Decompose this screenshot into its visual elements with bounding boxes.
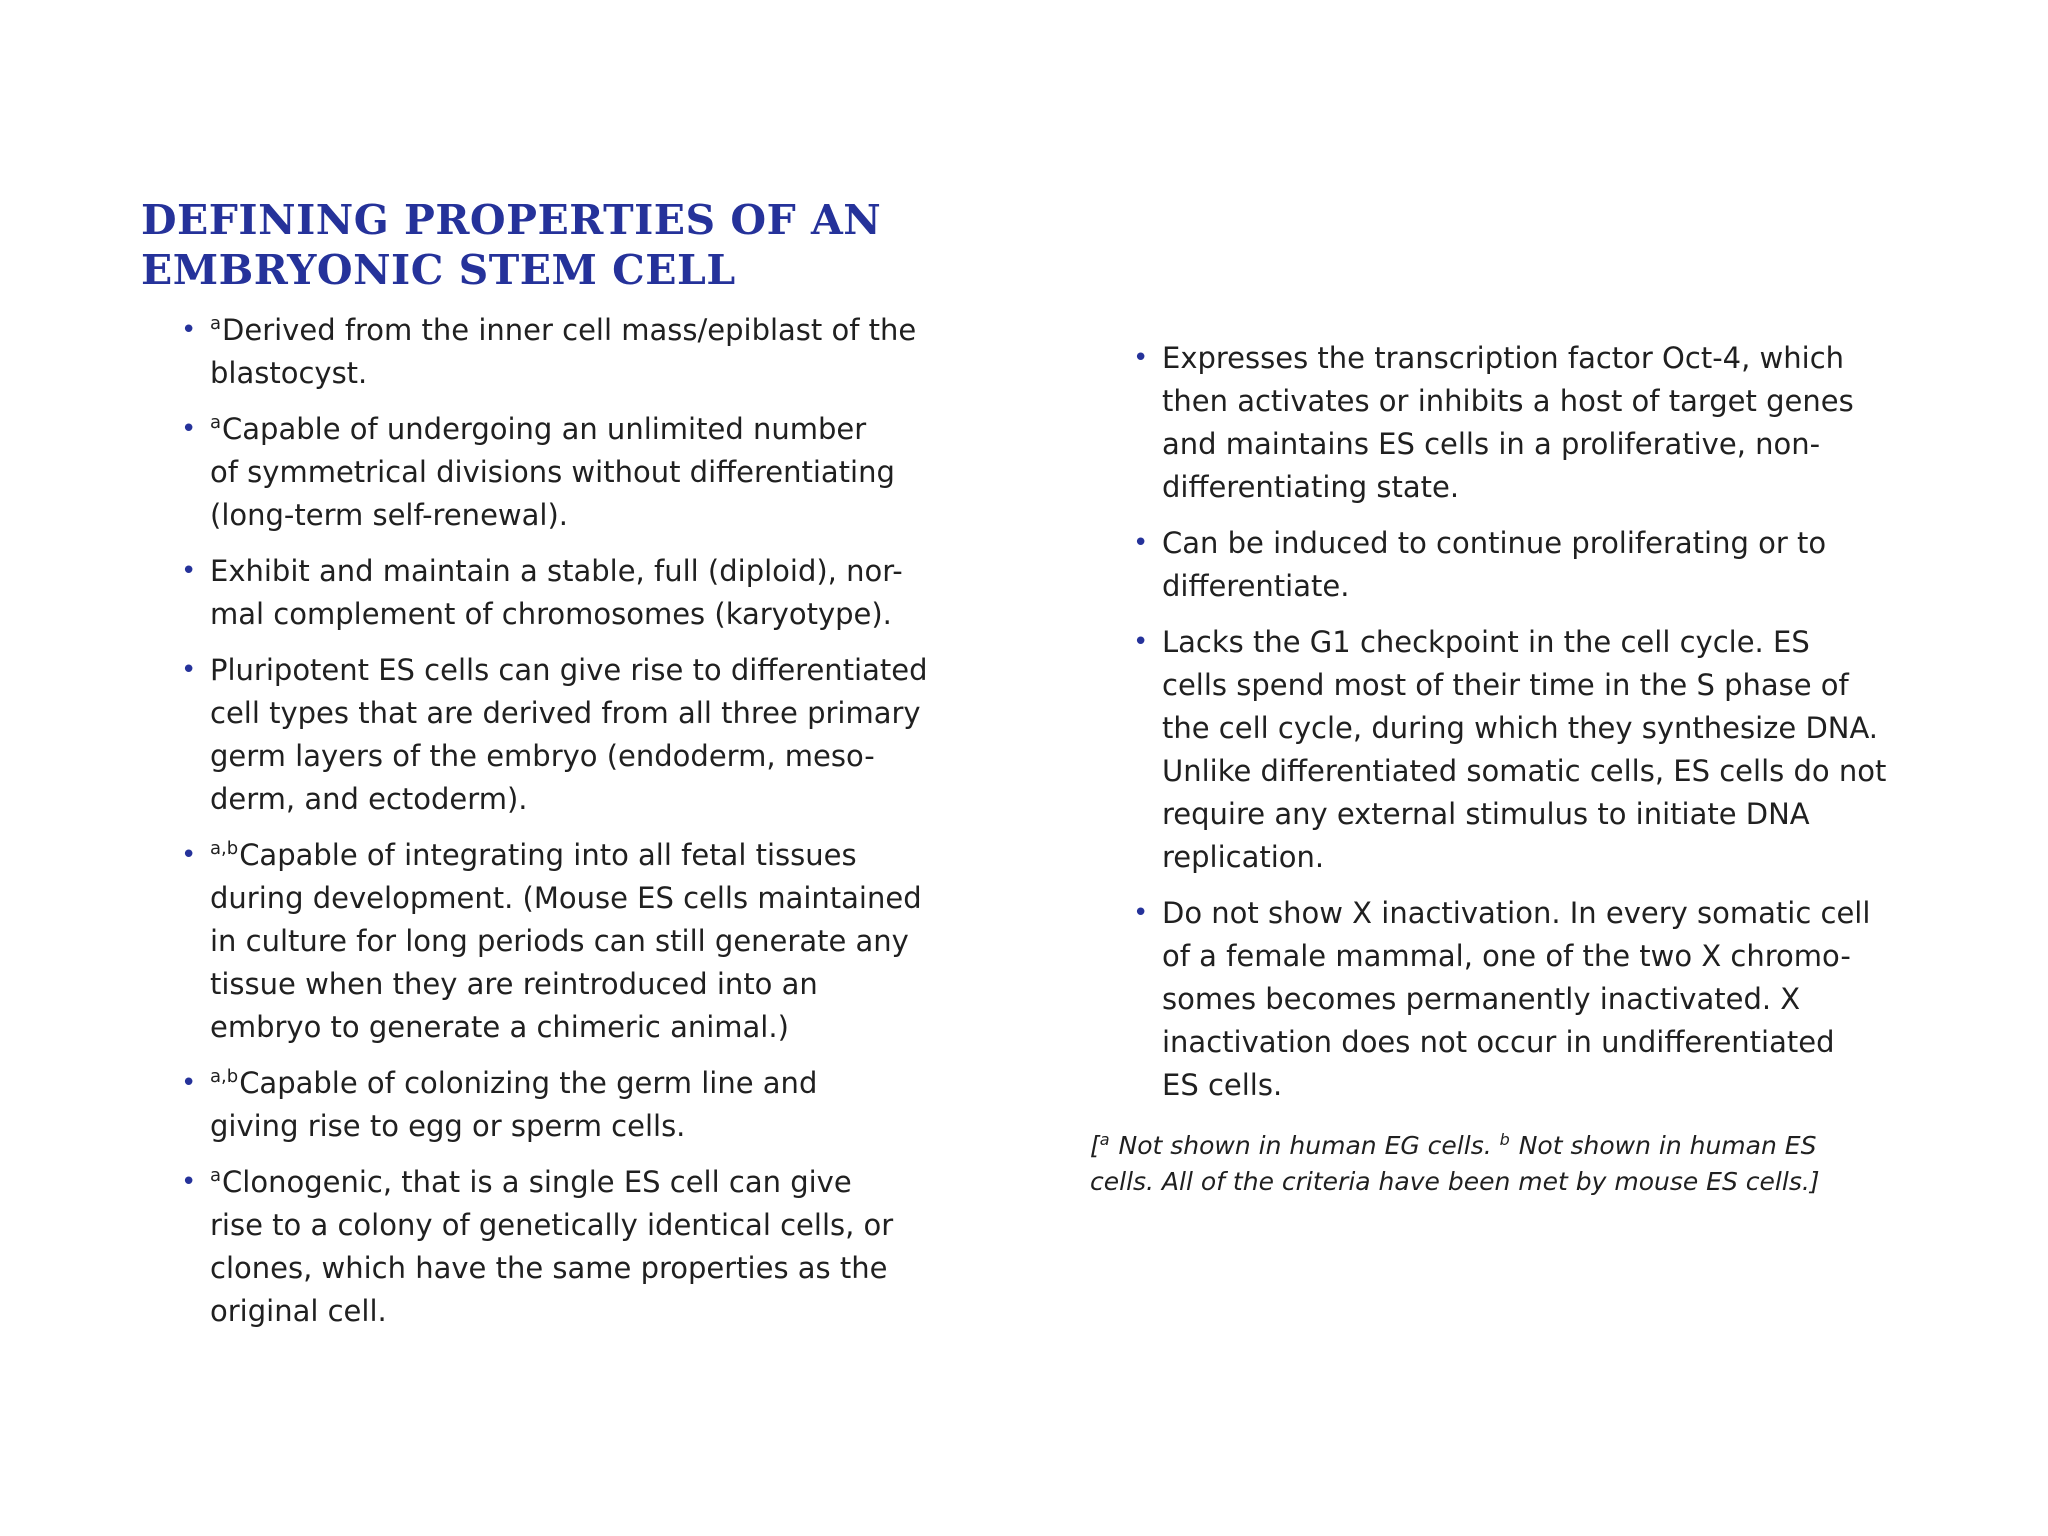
list-item [178,309,958,395]
left-property-list [178,309,958,1346]
footnote-open-bracket: [ [1090,1131,1100,1160]
title-line-1: DEFINING PROPERTIES OF AN [141,196,882,244]
bullet-icon: • [1133,627,1149,657]
list-item [1130,892,1930,1107]
bullet-icon: • [181,556,197,586]
footnote-marker: a [210,1165,222,1186]
footnote-marker: a [210,412,222,433]
list-item-text: Exhibit and maintain a stable, full (diploid), nor- mal complement of chromosomes (karyotype). [210,554,903,631]
footnote-marker: a [210,313,222,334]
page-title [141,195,1041,295]
bullet-icon: • [1133,528,1149,558]
bullet-icon: • [181,1068,197,1098]
footnote-marker-b: b [1499,1130,1510,1149]
list-item [178,550,958,636]
footnote-text-a: Not shown in human EG cells. [1110,1131,1500,1160]
footnote [1090,1128,1950,1200]
list-item [178,649,958,821]
list-item [1130,621,1930,879]
title-line-2: EMBRYONIC STEM CELL [141,246,736,294]
list-item [1130,337,1930,509]
list-item-text: Lacks the G1 checkpoint in the cell cycle. ES cells spend most of their time in the S phase of the cell cycle, during which they synthesize DNA. Unlike differentiated somatic cells, ES cells do not require any external stimulus to initiate DNA replication. [1162,625,1887,874]
list-item-text: Can be induced to continue proliferating or to differentiate. [1162,526,1827,603]
footnote-marker: a,b [210,838,239,859]
list-item [1130,522,1930,608]
bullet-icon: • [1133,898,1149,928]
list-item-text: Capable of integrating into all fetal tissues during development. (Mouse ES cells maintained in culture for long periods can still generate any tissue when they are reintroduced into an embryo to generate a chimeric animal.) [210,838,922,1044]
bullet-icon: • [181,1167,197,1197]
footnote-marker-a: a [1099,1130,1110,1149]
bullet-icon: • [181,414,197,444]
list-item-text: Do not show X inactivation. In every somatic cell of a female mammal, one of the two X chromo- somes becomes permanently inactivated. X inactivation does not occur in undifferentiated ES cells. [1162,896,1871,1102]
list-item [178,834,958,1049]
list-item [178,1062,958,1148]
footnote-marker: a,b [210,1066,239,1087]
bullet-icon: • [1133,343,1149,373]
bullet-icon: • [181,655,197,685]
bullet-icon: • [181,840,197,870]
list-item [178,1161,958,1333]
list-item-text: Clonogenic, that is a single ES cell can give rise to a colony of genetically identical cells, or clones, which have the same properties as the original cell. [210,1165,894,1328]
list-item-text: Derived from the inner cell mass/epiblast of the blastocyst. [210,313,917,390]
list-item-text: Expresses the transcription factor Oct-4, which then activates or inhibits a host of target genes and maintains ES cells in a proliferative, non- differentiating state. [1162,341,1854,504]
list-item [178,408,958,537]
list-item-text: Capable of undergoing an unlimited number of symmetrical divisions without differentiating (long-term self-renewal). [210,412,895,532]
footnote-text-b: Not shown in human ES cells. All of the criteria have been met by mouse ES cells.] [1090,1131,1820,1196]
bullet-icon: • [181,315,197,345]
right-property-list [1130,337,1930,1120]
list-item-text: Pluripotent ES cells can give rise to differentiated cell types that are derived from all three primary germ layers of the embryo (endoderm, meso- derm, and ectoderm). [210,653,928,816]
list-item-text: Capable of colonizing the germ line and giving rise to egg or sperm cells. [210,1066,818,1143]
